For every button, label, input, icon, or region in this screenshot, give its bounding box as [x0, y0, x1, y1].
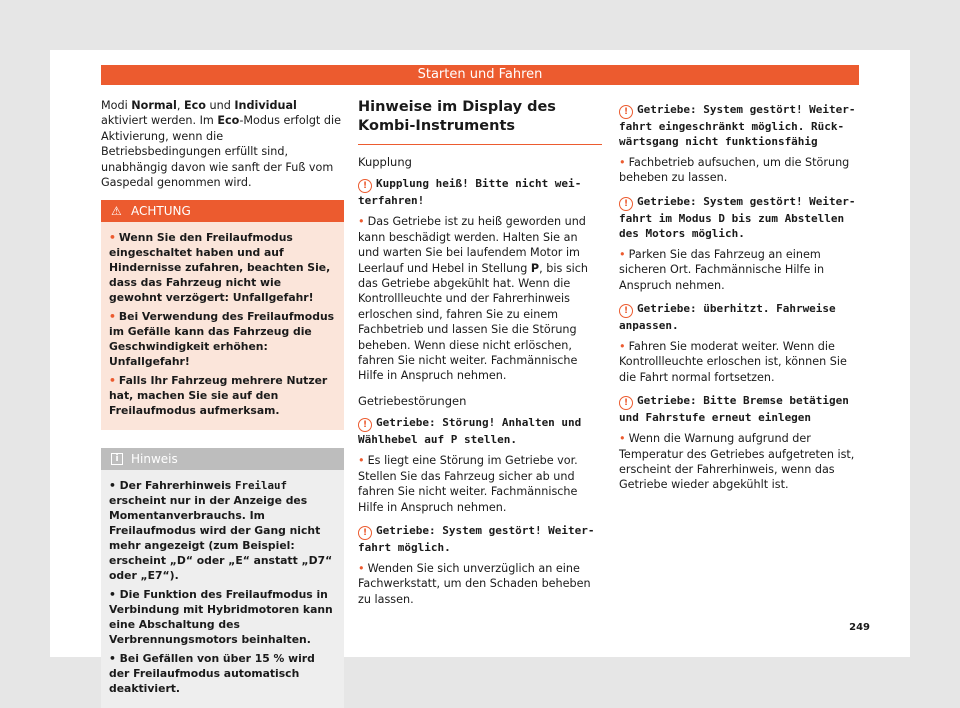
paragraph [619, 247, 859, 293]
intro-text: und [205, 99, 235, 112]
bullet-icon: • [358, 454, 365, 468]
display-message-code: Freilauf [234, 479, 287, 493]
manual-page [50, 50, 910, 696]
mode-eco: Eco [184, 99, 206, 112]
info-header [101, 448, 344, 470]
paragraph-text: Das Getriebe ist zu heiß geworden und kann beschädigt werden. Halten Sie an und warten Sie bei laufendem Motor im Leerlauf und Hebel in Stellung [358, 215, 586, 275]
subheading-getriebe: Getriebestörungen [358, 393, 467, 408]
display-message [358, 523, 602, 555]
paragraph [358, 453, 602, 515]
warning-indicator-icon: ! [619, 396, 633, 410]
info-text: erscheint nur in der Anzeige des Momentanverbrauchs. Im Freilaufmodus wird der Gang nicht mehr angezeigt (zum Beispiel: erscheint „D“ oder „E“ anstatt „D7“ oder „E7“). [109, 494, 333, 583]
display-message [619, 301, 859, 333]
warning-indicator-icon: ! [619, 197, 633, 211]
paragraph [619, 431, 859, 493]
bullet-icon: • [109, 310, 116, 324]
paragraph-text: Fahren Sie moderat weiter. Wenn die Kontrollleuchte erloschen ist, können Sie die Fahrt normal fortsetzen. [619, 340, 847, 384]
display-message-text: Getriebe: überhitzt. Fahrweise anpassen. [619, 302, 836, 333]
warning-indicator-icon: ! [619, 105, 633, 119]
display-message [358, 415, 602, 447]
intro-paragraph [101, 98, 344, 190]
warning-indicator-icon: ! [358, 526, 372, 540]
column-middle [358, 98, 602, 615]
paragraph-text: Fachbetrieb aufsuchen, um die Störung beheben zu lassen. [619, 156, 850, 185]
warning-item [109, 373, 336, 418]
bullet-icon: • [358, 215, 365, 229]
warning-body [101, 222, 344, 430]
section-header: Starten und Fahren [101, 65, 859, 85]
paragraph [358, 214, 602, 383]
warning-header [101, 200, 344, 222]
bullet-icon: • [619, 156, 626, 169]
info-box [101, 448, 344, 708]
info-item: • Der Fahrerhinweis Freilauf erscheint nur in der Anzeige des Momentanverbrauchs. Im Freilaufmodus wird der Gang nicht mehr angezeigt (zum Beispiel: erscheint „D“ oder „E“ anstatt „D7“ oder „E7“). [109, 479, 333, 583]
warning-indicator-icon: ! [619, 304, 633, 318]
info-text: Bei Gefällen von über 15 % wird der Freilaufmodus automatisch deaktiviert. [109, 652, 315, 696]
info-text: Die Funktion des Freilaufmodus in Verbindung mit Hybridmotoren kann eine Abschaltung des Verbrennungsmotors beinhalten. [109, 588, 333, 647]
warning-triangle-icon: ⚠ [111, 204, 122, 219]
intro-text: Modi [101, 99, 132, 112]
warning-item [109, 309, 336, 369]
paragraph-text: Es liegt eine Störung im Getriebe vor. Stellen Sie das Fahrzeug sicher ab und fahren Sie nicht weiter. Fachmännische Hilfe in Anspruch nehmen. [358, 454, 578, 514]
info-title: Hinweis [131, 452, 178, 467]
mode-normal: Normal [131, 99, 177, 112]
info-text: Der Fahrerhinweis [119, 479, 235, 493]
bullet-icon: • [109, 374, 116, 388]
paragraph [358, 561, 602, 607]
paragraph [619, 155, 859, 186]
info-body [101, 470, 344, 708]
display-message [358, 176, 602, 208]
page-number: 249 [849, 622, 870, 633]
display-message-text: Getriebe: System gestört! Weiterfahrt möglich. [358, 523, 595, 554]
warning-item-text: Bei Verwendung des Freilaufmodus im Gefälle kann das Fahrzeug die Geschwindigkeit erhöhen: Unfallgefahr! [109, 310, 335, 369]
display-message-text: Getriebe: Bitte Bremse betätigen und Fahrstufe erneut einlegen [619, 394, 849, 425]
display-message-text: Getriebe: System gestört! Weiterfahrt im Modus D bis zum Abstellen des Motors möglich. [619, 194, 856, 240]
intro-text: -Modus erfolgt die Aktivierung, wenn die Betriebsbedingungen erfüllt sind, unabhängig davon wie sanft der Fuß vom Gaspedal genommen wird. [101, 114, 341, 190]
intro-text: , [176, 99, 184, 112]
bullet-icon: • [619, 432, 626, 446]
display-message [619, 102, 859, 149]
bullet-icon: • [358, 561, 365, 575]
section-title: Hinweise im Display des Kombi-Instruments [358, 98, 602, 145]
info-item: • Die Funktion des Freilaufmodus in Verbindung mit Hybridmotoren kann eine Abschaltung des Verbrennungsmotors beinhalten. [109, 588, 333, 647]
warning-item-text: Wenn Sie den Freilaufmodus eingeschaltet haben und auf Hindernisse zufahren, beachten Sie, dass das Fahrzeug nicht wie gewohnt verzögert: Unfallgefahr! [109, 231, 331, 305]
display-message [619, 393, 859, 425]
warning-indicator-icon: ! [358, 418, 372, 432]
paragraph-text: Wenn die Warnung aufgrund der Temperatur des Getriebes aufgetreten ist, erscheint der Fahrerhinweis, wenn das Getriebe wieder abgekühlt ist. [619, 432, 855, 492]
bullet-icon: • [109, 231, 116, 245]
info-item: • Bei Gefällen von über 15 % wird der Freilaufmodus automatisch deaktiviert. [109, 652, 315, 696]
display-message [619, 194, 859, 241]
info-icon: i [111, 453, 123, 465]
warning-indicator-icon: ! [358, 179, 372, 193]
warning-item [109, 230, 336, 305]
intro-text: aktiviert werden. Im [101, 114, 218, 128]
display-message-text: Getriebe: System gestört! Weiterfahrt eingeschränkt möglich. Rückwärtsgang nicht funktionsfähig [619, 103, 856, 148]
paragraph-text: , bis sich das Getriebe abgekühlt hat. Wenn die Kontrollleuchte und der Fahrerhinweis erloschen sind, fahren Sie zu einem Fachbetrieb und lassen Sie die Störung beheben. Wenn diese nicht erlöschen, fahren Sie nicht weiter. Fachmännische Hilfe in Anspruch nehmen. [358, 261, 589, 383]
display-message-text: Getriebe: Störung! Anhalten und Wählhebel auf P stellen. [358, 416, 582, 447]
paragraph-text: Parken Sie das Fahrzeug an einem sicheren Ort. Fachmännische Hilfe in Anspruch nehmen. [619, 247, 825, 292]
gear-p: P [530, 261, 540, 275]
paragraph-text: Wenden Sie sich unverzüglich an eine Fachwerkstatt, um den Schaden beheben zu lassen. [358, 561, 591, 606]
subheading-kupplung: Kupplung [358, 155, 412, 169]
display-message-text: Kupplung heiß! Bitte nicht weiterfahren! [358, 177, 582, 208]
paragraph [619, 339, 859, 385]
mode-individual: Individual [234, 99, 297, 112]
warning-item-text: Falls Ihr Fahrzeug mehrere Nutzer hat, machen Sie sie auf den Freilaufmodus aufmerksam. [109, 374, 328, 418]
column-left [101, 98, 344, 708]
bullet-icon: • [619, 247, 626, 261]
bullet-icon: • [619, 340, 626, 354]
warning-title: ACHTUNG [131, 204, 191, 219]
column-right [619, 98, 859, 501]
mode-eco: Eco [217, 114, 240, 128]
warning-box [101, 200, 344, 430]
